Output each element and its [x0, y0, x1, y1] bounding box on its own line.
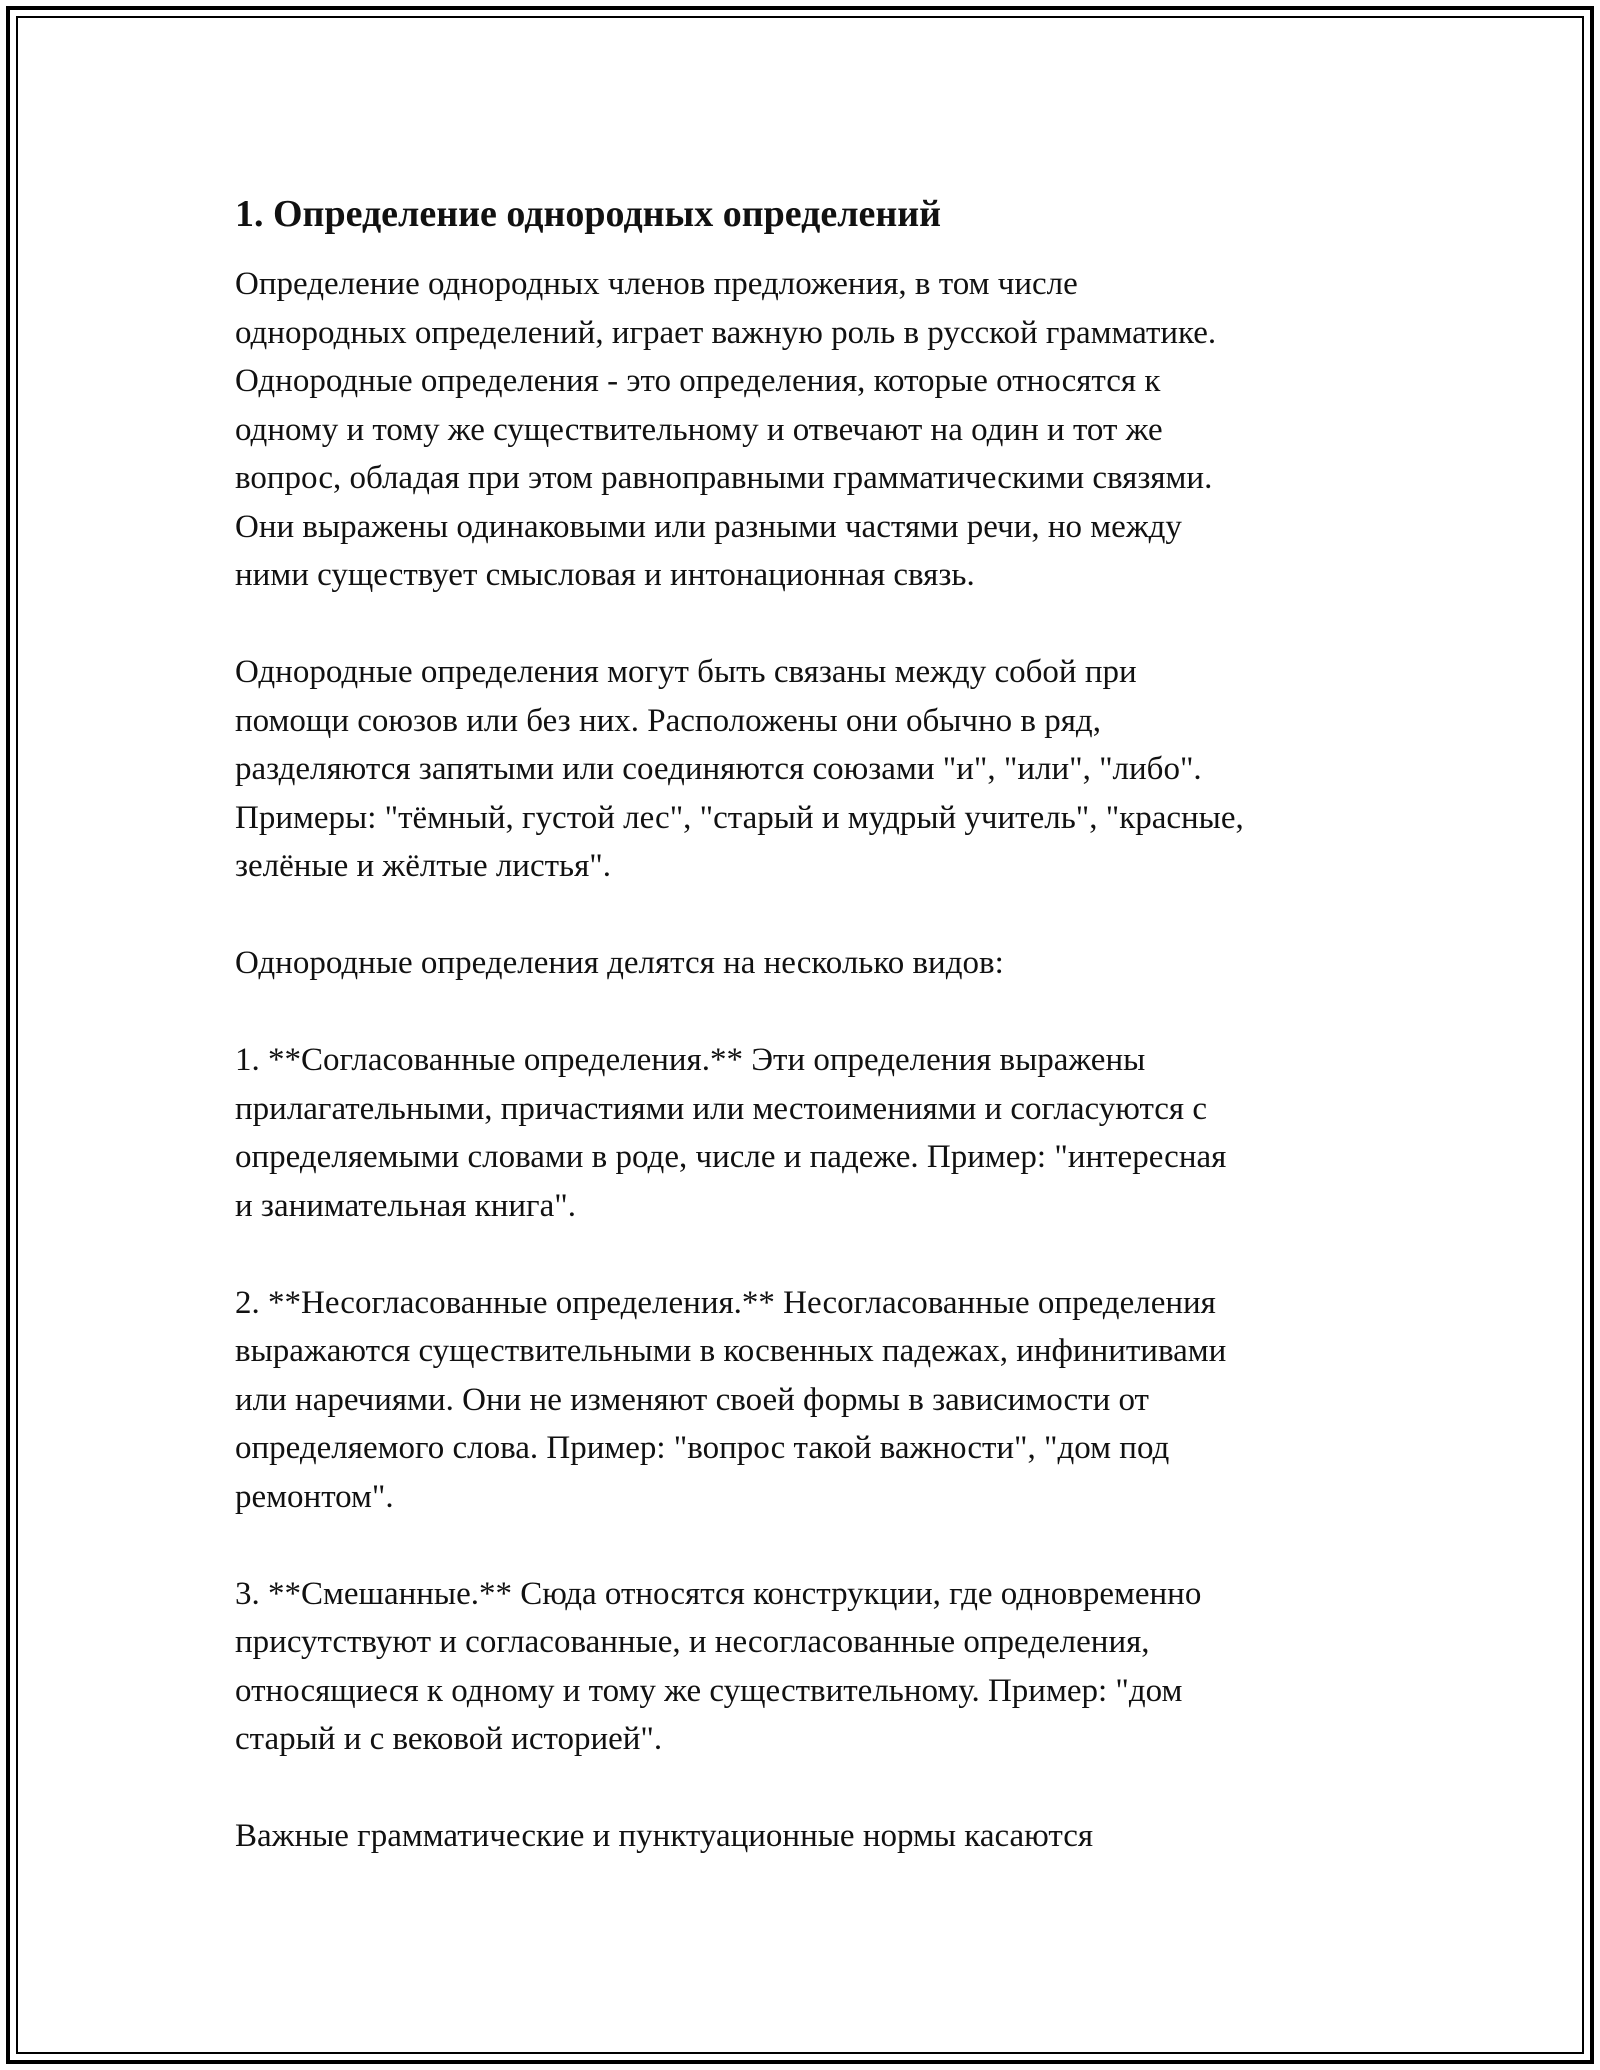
section-heading: 1. Определение однородных определений	[235, 193, 942, 235]
paragraph-intro: Определение однородных членов предложения, в том числе однородных определений, играет важную роль в русской грамматике. Однородные определения - это определения, которые относятся к одному и тому же существительному и отвечают на один и тот же вопрос, обладая при этом равноправными грамматическими связями. Они выражены одинаковыми или разными частями речи, но между ними существует смысловая и интонационная связь.	[235, 266, 1217, 593]
paragraph-norms: Важные грамматические и пунктуационные нормы касаются	[235, 1818, 1094, 1854]
document-body	[235, 190, 1375, 1909]
paragraph-types-intro: Однородные определения делятся на несколько видов:	[235, 945, 1004, 981]
paragraph-type-mixed: 3. **Смешанные.** Сюда относятся конструкции, где одновременно присутствуют и согласованные, и несогласованные определения, относящиеся к одному и тому же существительному. Пример: "дом старый и с вековой историей".	[235, 1575, 1202, 1757]
paragraph-type-agreed: 1. **Согласованные определения.** Эти определения выражены прилагательными, причастиями или местоимениями и согласуются с определяемыми словами в роде, числе и падеже. Пример: "интересная и занимательная книга".	[235, 1042, 1227, 1224]
paragraph-conjunctions: Однородные определения могут быть связаны между собой при помощи союзов или без них. Расположены они обычно в ряд, разделяются запятыми или соединяются союзами "и", "или", "либо". Примеры: "тёмный, густой лес", "старый и мудрый учитель", "красные, зелёные и жёлтые листья".	[235, 654, 1244, 884]
paragraph-type-non-agreed: 2. **Несогласованные определения.** Несогласованные определения выражаются существительными в косвенных падежах, инфинитивами или наречиями. Они не изменяют своей формы в зависимости от определяемого слова. Пример: "вопрос такой важности", "дом под ремонтом".	[235, 1284, 1227, 1515]
